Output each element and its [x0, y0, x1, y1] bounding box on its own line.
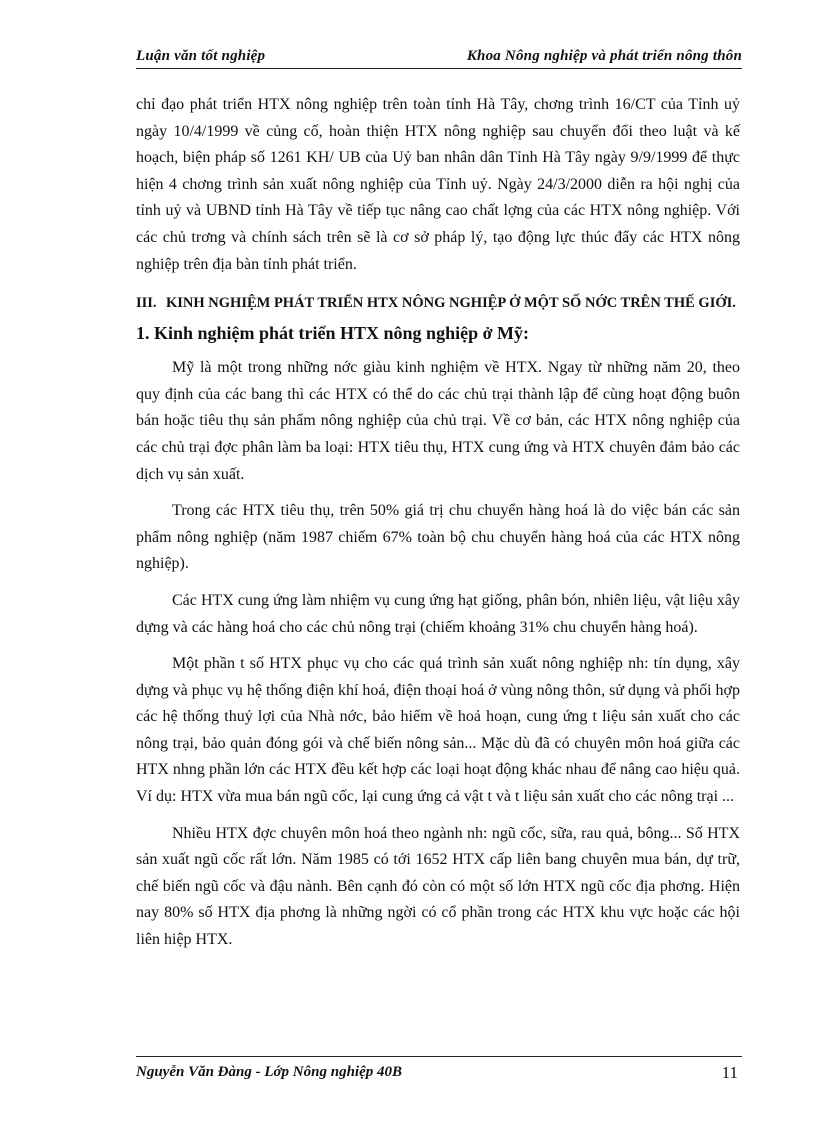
page-body [136, 92, 740, 964]
intro-paragraph: chỉ đạo phát triển HTX nông nghiệp trên toàn tỉnh Hà Tây, chơng trình 16/CT của Tỉnh uỷ ngày 10/4/1999 về củng cố, hoàn thiện HTX nông nghiệp sau chuyển đổi theo luật và kế hoạch, biện pháp số 1261 KH/ UB của Uỷ ban nhân dân Tỉnh Hà Tây ngày 9/9/1999 để thực hiện 4 chơng trình sản xuất nông nghiệp của Tỉnh uỷ. Ngày 24/3/2000 diễn ra hội nghị của tỉnh uỷ và UBND tỉnh Hà Tây về tiếp tục nâng cao chất lợng của các HTX nông nghiệp. Với các chủ trơng và chính sách trên sẽ là cơ sở pháp lý, tạo động lực thúc đẩy các HTX nông nghiệp trên địa bàn tỉnh phát triển. [136, 96, 740, 273]
body-paragraph-1: Mỹ là một trong những nớc giàu kinh nghiệm về HTX. Ngay từ những năm 20, theo quy định của các bang thì các HTX có thể do các chủ trại thành lập để cùng hoạt động buôn bán hoặc tiêu thụ sản phẩm nông nghiệp của chủ trại. Về cơ bản, các HTX nông nghiệp của các chủ trại đợc phân làm ba loại: HTX tiêu thụ, HTX cung ứng và HTX chuyên đảm bảo các dịch vụ sản xuất. [136, 359, 740, 483]
page-number: 11 [721, 1063, 738, 1082]
section-heading [136, 292, 740, 315]
body-paragraph-5: Nhiều HTX đợc chuyên môn hoá theo ngành nh: ngũ cốc, sữa, rau quả, bông... Số HTX sản xuất ngũ cốc rất lớn. Năm 1985 có tới 1652 HTX cấp liên bang chuyên mua bán, dự trữ, chế biến ngũ cốc và đậu nành. Bên cạnh đó còn có một số lớn HTX ngũ cốc địa phơng. Hiện nay 80% số HTX địa phơng là những ngời có cổ phần trong các HTX khu vực hoặc các hội liên hiệp HTX. [136, 824, 740, 949]
body-paragraph-4: Một phần t số HTX phục vụ cho các quá trình sản xuất nông nghiệp nh: tín dụng, xây dựng và phục vụ hệ thống điện khí hoá, điện thoại hoá ở vùng nông thôn, sử dụng và phối hợp các hệ thống thuỷ lợi của Nhà nớc, bảo hiểm về hoả hoạn, cung ứng t liệu sản xuất cho các nông trại, bảo quản đóng gói và chế biến nông sản... Mặc dù đã có chuyên môn hoá giữa các HTX nhng phần lớn các HTX đều kết hợp các loại hoạt động khác nhau để nâng cao hiệu quả. Ví dụ: HTX vừa mua bán ngũ cốc, lại cung ứng cả vật t và t liệu sản xuất cho các nông trại ... [136, 655, 740, 806]
footer-author: Nguyễn Văn Đàng - Lớp Nông nghiệp 40B [136, 1064, 403, 1080]
body-paragraph-2: Trong các HTX tiêu thụ, trên 50% giá trị chu chuyển hàng hoá là do việc bán các sản phẩm nông nghiệp (năm 1987 chiếm 67% toàn bộ chu chuyển hàng hoá của các HTX nông nghiệp). [136, 502, 740, 573]
subsection-heading: 1. Kinh nghiệm phát triển HTX nông nghiệp ở Mỹ: [136, 323, 530, 344]
body-paragraph-3: Các HTX cung ứng làm nhiệm vụ cung ứng hạt giống, phân bón, nhiên liệu, vật liệu xây dựng và các hàng hoá cho các chủ nông trại (chiếm khoảng 31% chu chuyển hàng hoá). [136, 591, 740, 636]
header-faculty-label: Khoa Nông nghiệp và phát triển nông thôn [466, 48, 742, 64]
section-title: KINH NGHIỆM PHÁT TRIỂN HTX NÔNG NGHIỆP Ở MỘT SỐ NỚC TRÊN THẾ GIỚI. [166, 295, 736, 312]
page-footer [136, 1056, 742, 1083]
header-thesis-label: Luận văn tốt nghiệp [136, 48, 266, 64]
page-header [136, 48, 742, 69]
section-number: III. [136, 295, 157, 312]
